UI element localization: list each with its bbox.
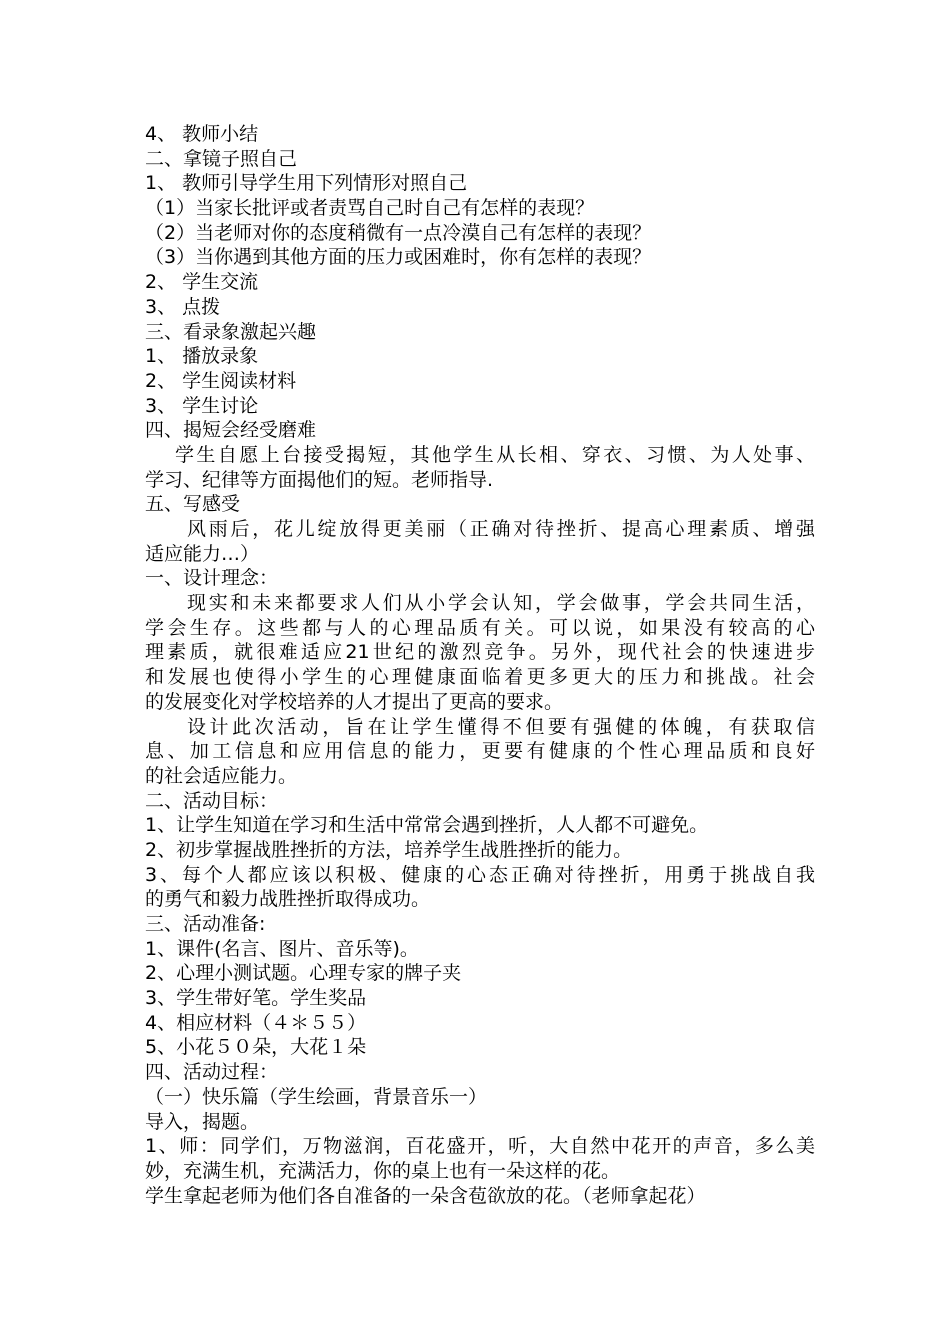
item-line: 1、 播放录象	[145, 345, 259, 368]
section-heading: 一、设计理念：	[145, 567, 279, 590]
paragraph-line: 的社会适应能力。	[145, 764, 298, 787]
paragraph-line: 风雨后，花儿绽放得更美丽（正确对待挫折、提高心理素质、增强	[187, 518, 815, 540]
item-line: 1、师：同学们，万物滋润，百花盛开，听，大自然中花开的声音，多么美	[145, 1135, 815, 1158]
item-line: 3、学生带好笔。学生奖品	[145, 987, 367, 1010]
sub-heading: （一）快乐篇（学生绘画，背景音乐一）	[145, 1085, 488, 1108]
section-heading: 四、揭短会经受磨难	[145, 419, 317, 442]
sub-item-line: （2）当老师对你的态度稍微有一点冷漠自己有怎样的表现？	[145, 221, 652, 244]
item-line: 5、小花５０朵，大花１朵	[145, 1036, 367, 1059]
item-line: 的勇气和毅力战胜挫折取得成功。	[145, 888, 431, 911]
sub-item-line: （3）当你遇到其他方面的压力或困难时，你有怎样的表现？	[145, 246, 652, 269]
paragraph-line: 现实和未来都要求人们从小学会认知，学会做事，学会共同生活，	[187, 592, 815, 615]
paragraph-line: 息、加工信息和应用信息的能力，更要有健康的个性心理品质和良好	[145, 740, 815, 763]
paragraph-line: 导入，揭题。	[145, 1110, 260, 1133]
sub-item-line: （1）当家长批评或者责骂自己时自己有怎样的表现？	[145, 197, 595, 220]
paragraph-line: 学会生存。这些都与人的心理品质有关。可以说，如果没有较高的心	[145, 616, 815, 639]
paragraph-line: 学生拿起老师为他们各自准备的一朵含苞欲放的花。（老师拿起花）	[145, 1184, 706, 1207]
section-heading: 二、拿镜子照自己	[145, 147, 298, 170]
item-line: 4、相应材料（４＊５５）	[145, 1011, 367, 1034]
section-heading: 二、活动目标：	[145, 789, 279, 812]
paragraph-line: 学习、纪律等方面揭他们的短。老师指导.	[145, 468, 494, 491]
item-line: 1、课件(名言、图片、音乐等)。	[145, 937, 419, 960]
item-line: 2、心理小测试题。心理专家的牌子夹	[145, 962, 462, 985]
document-body	[145, 122, 815, 1208]
section-heading: 三、活动准备:	[145, 913, 266, 935]
item-line: 4、 教师小结	[145, 123, 259, 145]
item-line: 3、 学生讨论	[145, 394, 259, 417]
paragraph-line: 的发展变化对学校培养的人才提出了更高的要求。	[145, 690, 564, 713]
section-heading: 三、看录象激起兴趣	[145, 320, 317, 343]
paragraph-line: 理素质，就很难适应21世纪的激烈竞争。另外，现代社会的快速进步	[145, 641, 815, 664]
item-line: 1、让学生知道在学习和生活中常常会遇到挫折，人人都不可避免。	[145, 814, 709, 837]
paragraph-line: 适应能力…）	[145, 542, 260, 565]
paragraph-line: 和发展也使得小学生的心理健康面临着更多更大的压力和挑战。社会	[145, 666, 815, 689]
item-line: 3、每个人都应该以积极、健康的心态正确对待挫折，用勇于挑战自我	[145, 863, 815, 886]
item-line: 2、初步掌握战胜挫折的方法，培养学生战胜挫折的能力。	[145, 838, 633, 861]
section-heading: 五、写感受	[145, 493, 241, 516]
section-heading: 四、活动过程：	[145, 1061, 279, 1084]
item-line: 3、 点拨	[145, 295, 221, 318]
paragraph-line: 学生自愿上台接受揭短，其他学生从长相、穿衣、习惯、为人处事、	[175, 443, 815, 466]
item-line: 2、 学生交流	[145, 271, 259, 294]
paragraph-line: 妙，充满生机，充满活力，你的桌上也有一朵这样的花。	[145, 1159, 621, 1182]
item-line: 2、 学生阅读材料	[145, 369, 297, 392]
paragraph-line: 设计此次活动，旨在让学生懂得不但要有强健的体魄，有获取信	[187, 715, 815, 738]
item-line: 1、 教师引导学生用下列情形对照自己	[145, 172, 468, 195]
